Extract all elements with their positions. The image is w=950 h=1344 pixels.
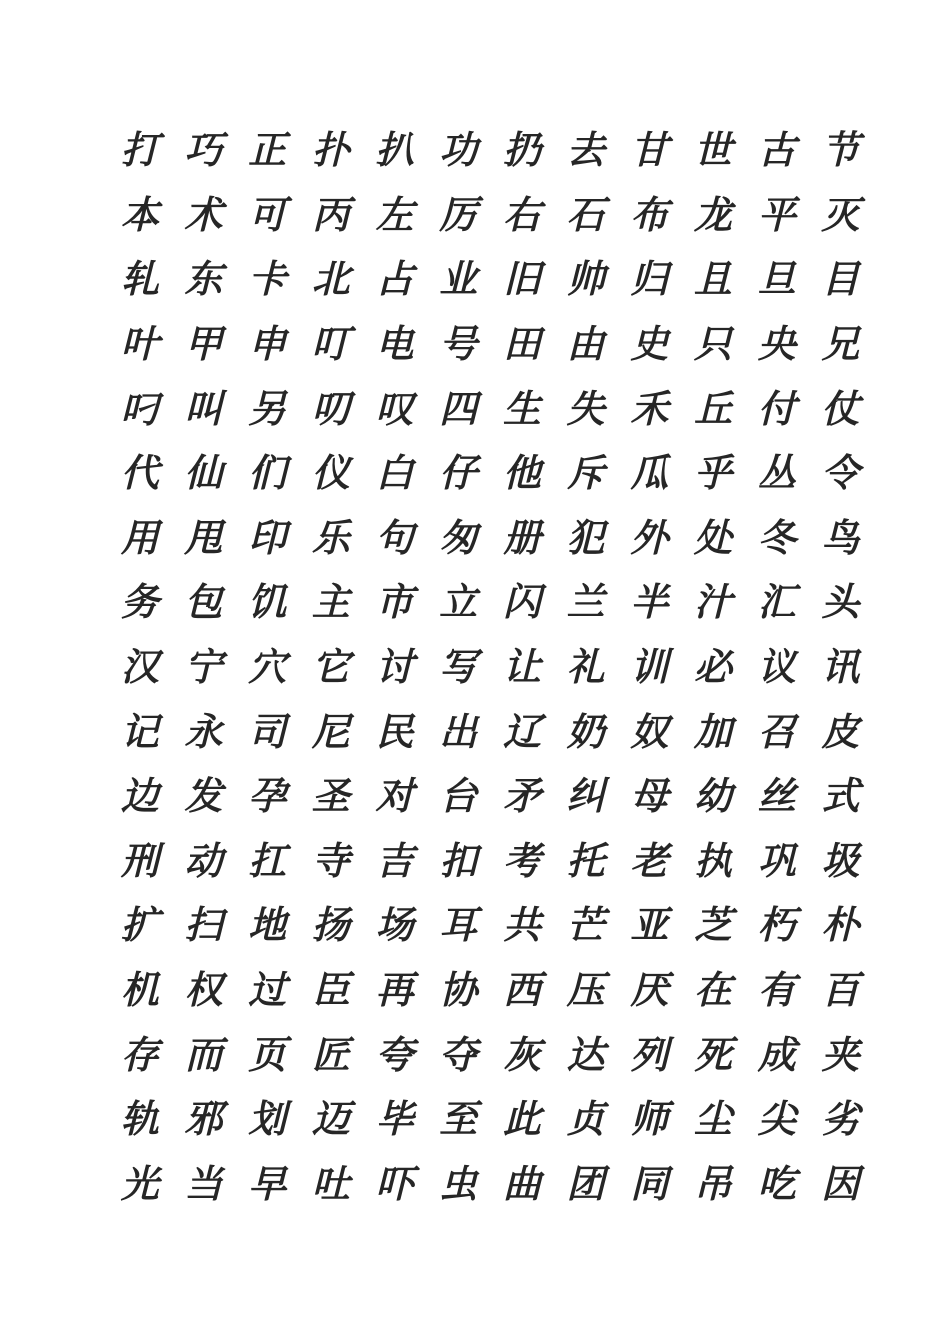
character-cell: 而 bbox=[184, 1031, 223, 1077]
character-cell: 过 bbox=[248, 967, 287, 1013]
character-cell: 兄 bbox=[821, 321, 860, 367]
character-cell: 矛 bbox=[502, 773, 541, 819]
character-cell: 扛 bbox=[248, 837, 287, 883]
character-cell: 丝 bbox=[757, 773, 796, 819]
character-cell: 它 bbox=[311, 644, 350, 690]
character-cell: 老 bbox=[630, 837, 669, 883]
character-cell: 此 bbox=[502, 1096, 541, 1142]
character-cell: 只 bbox=[694, 321, 733, 367]
character-cell: 务 bbox=[120, 579, 159, 625]
character-cell: 机 bbox=[120, 967, 159, 1013]
character-cell: 议 bbox=[757, 644, 796, 690]
character-cell: 耳 bbox=[439, 902, 478, 948]
character-cell: 石 bbox=[566, 191, 605, 237]
character-cell: 压 bbox=[566, 967, 605, 1013]
character-cell: 永 bbox=[184, 708, 223, 754]
character-cell: 朽 bbox=[757, 902, 796, 948]
character-cell: 扬 bbox=[311, 902, 350, 948]
character-cell: 史 bbox=[630, 321, 669, 367]
character-cell: 巩 bbox=[757, 837, 796, 883]
character-cell: 兰 bbox=[566, 579, 605, 625]
character-cell: 旧 bbox=[502, 256, 541, 302]
character-cell: 叨 bbox=[311, 385, 350, 431]
character-cell: 印 bbox=[248, 514, 287, 560]
character-cell: 灭 bbox=[821, 191, 860, 237]
character-cell: 丘 bbox=[694, 385, 733, 431]
character-cell: 对 bbox=[375, 773, 414, 819]
character-cell: 令 bbox=[821, 450, 860, 496]
character-cell: 因 bbox=[821, 1160, 860, 1206]
character-cell: 吐 bbox=[311, 1160, 350, 1206]
character-cell: 汉 bbox=[120, 644, 159, 690]
character-cell: 司 bbox=[248, 708, 287, 754]
character-cell: 光 bbox=[120, 1160, 159, 1206]
character-cell: 北 bbox=[311, 256, 350, 302]
character-cell: 扫 bbox=[184, 902, 223, 948]
character-cell: 执 bbox=[694, 837, 733, 883]
character-cell: 占 bbox=[375, 256, 414, 302]
character-grid bbox=[108, 118, 872, 1216]
character-cell: 台 bbox=[439, 773, 478, 819]
character-cell: 去 bbox=[566, 127, 605, 173]
character-cell: 丙 bbox=[311, 191, 350, 237]
character-cell: 帅 bbox=[566, 256, 605, 302]
character-cell: 生 bbox=[502, 385, 541, 431]
character-cell: 芒 bbox=[566, 902, 605, 948]
character-cell: 斥 bbox=[566, 450, 605, 496]
character-cell: 百 bbox=[821, 967, 860, 1013]
character-cell: 吓 bbox=[375, 1160, 414, 1206]
character-cell: 叮 bbox=[311, 321, 350, 367]
character-cell: 旦 bbox=[757, 256, 796, 302]
character-cell: 考 bbox=[502, 837, 541, 883]
character-cell: 写 bbox=[439, 644, 478, 690]
character-cell: 场 bbox=[375, 902, 414, 948]
character-cell: 划 bbox=[248, 1096, 287, 1142]
character-cell: 尼 bbox=[311, 708, 350, 754]
character-cell: 权 bbox=[184, 967, 223, 1013]
character-cell: 存 bbox=[120, 1031, 159, 1077]
character-cell: 且 bbox=[694, 256, 733, 302]
character-cell: 训 bbox=[630, 644, 669, 690]
character-cell: 吉 bbox=[375, 837, 414, 883]
character-cell: 白 bbox=[375, 450, 414, 496]
character-cell: 布 bbox=[630, 191, 669, 237]
character-cell: 扑 bbox=[311, 127, 350, 173]
character-cell: 发 bbox=[184, 773, 223, 819]
character-cell: 扩 bbox=[120, 902, 159, 948]
character-cell: 叼 bbox=[120, 385, 159, 431]
character-cell: 同 bbox=[630, 1160, 669, 1206]
character-cell: 边 bbox=[120, 773, 159, 819]
character-cell: 仙 bbox=[184, 450, 223, 496]
character-cell: 达 bbox=[566, 1031, 605, 1077]
character-cell: 圣 bbox=[311, 773, 350, 819]
character-cell: 们 bbox=[248, 450, 287, 496]
character-cell: 在 bbox=[694, 967, 733, 1013]
character-cell: 圾 bbox=[821, 837, 860, 883]
character-cell: 列 bbox=[630, 1031, 669, 1077]
character-cell: 汁 bbox=[694, 579, 733, 625]
character-cell: 扣 bbox=[439, 837, 478, 883]
character-cell: 夺 bbox=[439, 1031, 478, 1077]
character-cell: 节 bbox=[821, 127, 860, 173]
character-cell: 厉 bbox=[439, 191, 478, 237]
character-cell: 主 bbox=[311, 579, 350, 625]
character-cell: 冬 bbox=[757, 514, 796, 560]
character-cell: 臣 bbox=[311, 967, 350, 1013]
character-cell: 托 bbox=[566, 837, 605, 883]
character-cell: 讯 bbox=[821, 644, 860, 690]
character-cell: 田 bbox=[502, 321, 541, 367]
character-cell: 穴 bbox=[248, 644, 287, 690]
character-cell: 轨 bbox=[120, 1096, 159, 1142]
character-cell: 市 bbox=[375, 579, 414, 625]
character-cell: 寺 bbox=[311, 837, 350, 883]
character-cell: 叶 bbox=[120, 321, 159, 367]
character-cell: 宁 bbox=[184, 644, 223, 690]
character-cell: 迈 bbox=[311, 1096, 350, 1142]
character-cell: 东 bbox=[184, 256, 223, 302]
character-cell: 包 bbox=[184, 579, 223, 625]
character-cell: 西 bbox=[502, 967, 541, 1013]
character-cell: 巧 bbox=[184, 127, 223, 173]
character-cell: 乐 bbox=[311, 514, 350, 560]
character-cell: 民 bbox=[375, 708, 414, 754]
character-cell: 加 bbox=[694, 708, 733, 754]
character-cell: 奴 bbox=[630, 708, 669, 754]
character-cell: 禾 bbox=[630, 385, 669, 431]
character-cell: 邪 bbox=[184, 1096, 223, 1142]
character-cell: 吃 bbox=[757, 1160, 796, 1206]
character-cell: 夹 bbox=[821, 1031, 860, 1077]
character-cell: 匆 bbox=[439, 514, 478, 560]
character-cell: 叹 bbox=[375, 385, 414, 431]
character-cell: 虫 bbox=[439, 1160, 478, 1206]
character-cell: 皮 bbox=[821, 708, 860, 754]
character-cell: 甩 bbox=[184, 514, 223, 560]
character-cell: 团 bbox=[566, 1160, 605, 1206]
character-cell: 正 bbox=[248, 127, 287, 173]
character-cell: 卡 bbox=[248, 256, 287, 302]
character-cell: 目 bbox=[821, 256, 860, 302]
character-cell: 扔 bbox=[502, 127, 541, 173]
character-cell: 功 bbox=[439, 127, 478, 173]
character-cell: 吊 bbox=[694, 1160, 733, 1206]
character-cell: 纠 bbox=[566, 773, 605, 819]
character-cell: 早 bbox=[248, 1160, 287, 1206]
character-cell: 匠 bbox=[311, 1031, 350, 1077]
character-cell: 记 bbox=[120, 708, 159, 754]
character-cell: 仗 bbox=[821, 385, 860, 431]
character-cell: 右 bbox=[502, 191, 541, 237]
character-cell: 世 bbox=[694, 127, 733, 173]
character-cell: 亚 bbox=[630, 902, 669, 948]
character-cell: 动 bbox=[184, 837, 223, 883]
character-cell: 讨 bbox=[375, 644, 414, 690]
character-cell: 幼 bbox=[694, 773, 733, 819]
character-cell: 归 bbox=[630, 256, 669, 302]
character-cell: 朴 bbox=[821, 902, 860, 948]
character-cell: 乎 bbox=[694, 450, 733, 496]
character-cell: 处 bbox=[694, 514, 733, 560]
character-cell: 业 bbox=[439, 256, 478, 302]
character-cell: 本 bbox=[120, 191, 159, 237]
character-cell: 毕 bbox=[375, 1096, 414, 1142]
character-cell: 夸 bbox=[375, 1031, 414, 1077]
character-cell: 页 bbox=[248, 1031, 287, 1077]
character-cell: 左 bbox=[375, 191, 414, 237]
character-cell: 另 bbox=[248, 385, 287, 431]
character-cell: 用 bbox=[120, 514, 159, 560]
character-cell: 甘 bbox=[630, 127, 669, 173]
character-cell: 扒 bbox=[375, 127, 414, 173]
character-cell: 式 bbox=[821, 773, 860, 819]
character-cell: 闪 bbox=[502, 579, 541, 625]
character-cell: 召 bbox=[757, 708, 796, 754]
character-cell: 辽 bbox=[502, 708, 541, 754]
character-cell: 册 bbox=[502, 514, 541, 560]
character-cell: 代 bbox=[120, 450, 159, 496]
character-cell: 术 bbox=[184, 191, 223, 237]
character-cell: 立 bbox=[439, 579, 478, 625]
character-cell: 饥 bbox=[248, 579, 287, 625]
character-cell: 付 bbox=[757, 385, 796, 431]
character-cell: 犯 bbox=[566, 514, 605, 560]
character-cell: 轧 bbox=[120, 256, 159, 302]
character-cell: 有 bbox=[757, 967, 796, 1013]
character-cell: 汇 bbox=[757, 579, 796, 625]
character-cell: 死 bbox=[694, 1031, 733, 1077]
character-cell: 龙 bbox=[694, 191, 733, 237]
character-cell: 厌 bbox=[630, 967, 669, 1013]
character-cell: 刑 bbox=[120, 837, 159, 883]
character-cell: 协 bbox=[439, 967, 478, 1013]
character-cell: 可 bbox=[248, 191, 287, 237]
character-cell: 礼 bbox=[566, 644, 605, 690]
character-cell: 劣 bbox=[821, 1096, 860, 1142]
character-cell: 当 bbox=[184, 1160, 223, 1206]
character-cell: 出 bbox=[439, 708, 478, 754]
character-cell: 申 bbox=[248, 321, 287, 367]
character-cell: 芝 bbox=[694, 902, 733, 948]
character-cell: 再 bbox=[375, 967, 414, 1013]
character-cell: 共 bbox=[502, 902, 541, 948]
character-cell: 甲 bbox=[184, 321, 223, 367]
character-cell: 丛 bbox=[757, 450, 796, 496]
character-cell: 必 bbox=[694, 644, 733, 690]
character-cell: 号 bbox=[439, 321, 478, 367]
character-cell: 成 bbox=[757, 1031, 796, 1077]
character-cell: 失 bbox=[566, 385, 605, 431]
character-cell: 古 bbox=[757, 127, 796, 173]
character-cell: 他 bbox=[502, 450, 541, 496]
character-cell: 曲 bbox=[502, 1160, 541, 1206]
character-cell: 四 bbox=[439, 385, 478, 431]
character-cell: 让 bbox=[502, 644, 541, 690]
character-cell: 尖 bbox=[757, 1096, 796, 1142]
character-cell: 句 bbox=[375, 514, 414, 560]
character-cell: 由 bbox=[566, 321, 605, 367]
character-cell: 外 bbox=[630, 514, 669, 560]
character-cell: 奶 bbox=[566, 708, 605, 754]
character-cell: 鸟 bbox=[821, 514, 860, 560]
character-cell: 头 bbox=[821, 579, 860, 625]
character-cell: 尘 bbox=[694, 1096, 733, 1142]
character-cell: 央 bbox=[757, 321, 796, 367]
character-cell: 师 bbox=[630, 1096, 669, 1142]
character-cell: 叫 bbox=[184, 385, 223, 431]
character-cell: 地 bbox=[248, 902, 287, 948]
character-cell: 仪 bbox=[311, 450, 350, 496]
character-cell: 贞 bbox=[566, 1096, 605, 1142]
character-cell: 半 bbox=[630, 579, 669, 625]
character-cell: 仔 bbox=[439, 450, 478, 496]
character-cell: 瓜 bbox=[630, 450, 669, 496]
character-cell: 平 bbox=[757, 191, 796, 237]
character-cell: 至 bbox=[439, 1096, 478, 1142]
character-cell: 灰 bbox=[502, 1031, 541, 1077]
character-cell: 母 bbox=[630, 773, 669, 819]
character-cell: 打 bbox=[120, 127, 159, 173]
character-cell: 孕 bbox=[248, 773, 287, 819]
character-cell: 电 bbox=[375, 321, 414, 367]
